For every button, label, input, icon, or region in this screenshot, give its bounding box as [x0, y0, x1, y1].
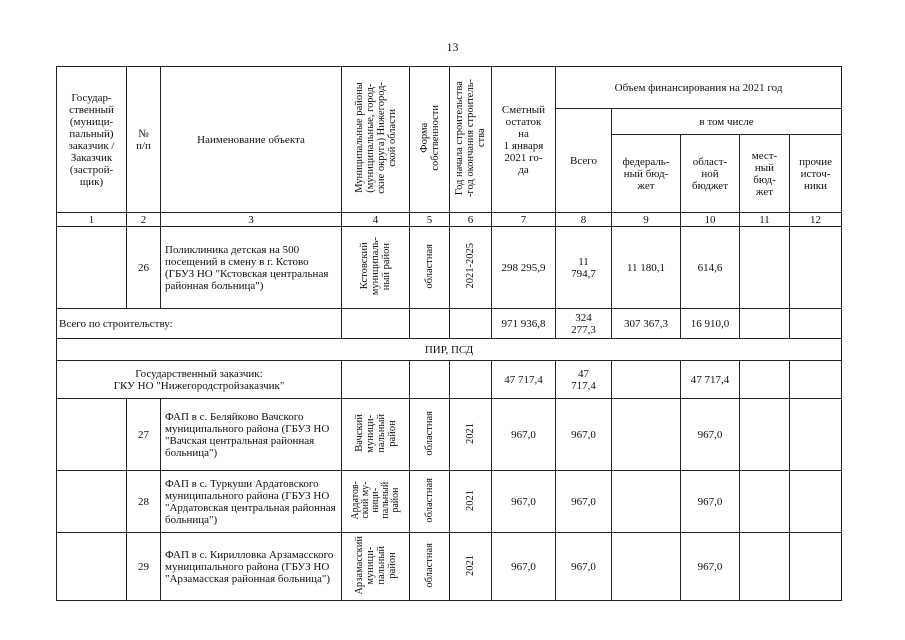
- customer-federal: [612, 361, 681, 399]
- header-total: Всего: [556, 109, 612, 213]
- header-local: [740, 135, 790, 213]
- col-num-12: 12: [790, 213, 842, 227]
- row26-customer: [57, 227, 127, 309]
- header-customer: [57, 67, 127, 213]
- col-num-8: 8: [556, 213, 612, 227]
- row29-years-text: 2021: [465, 554, 476, 576]
- row26-total: [556, 227, 612, 309]
- page-number: 13: [446, 40, 459, 54]
- row28-total: 967,0: [556, 471, 612, 533]
- header-federal: [612, 135, 681, 213]
- customer-label-text: Государственный заказчик: ГКУ НО "Нижегородстройзаказчик": [113, 367, 285, 392]
- customer-other: [790, 361, 842, 399]
- header-row-1: [57, 67, 842, 109]
- header-local-text: мест- ный бюд- жет: [751, 149, 778, 198]
- total-total: [556, 309, 612, 339]
- section-row: [57, 339, 842, 361]
- row27-federal: [612, 399, 681, 471]
- header-ownership-text: Форма собственности: [418, 105, 441, 171]
- total-local: [740, 309, 790, 339]
- header-other-text: прочие источ- ники: [799, 155, 832, 192]
- row29-customer: [57, 533, 127, 601]
- row29-district: [342, 533, 410, 601]
- row27-district-text: Вачский муници- пальный район: [353, 413, 398, 453]
- header-regional: [681, 135, 740, 213]
- row27-local: [740, 399, 790, 471]
- header-other: [790, 135, 842, 213]
- table-row-28: [57, 471, 842, 533]
- total-federal: 307 367,3: [612, 309, 681, 339]
- row26-years: [450, 227, 492, 309]
- row26-num: 26: [127, 227, 161, 309]
- table-row-29: [57, 533, 842, 601]
- header-years-text: Год начала строительства -год окончания строитель- ства: [454, 78, 487, 198]
- col-num-9: 9: [612, 213, 681, 227]
- customer-regional: 47 717,4: [681, 361, 740, 399]
- customer-local: [740, 361, 790, 399]
- customer-district: [342, 361, 410, 399]
- row29-other: [790, 533, 842, 601]
- table-row-26: [57, 227, 842, 309]
- row28-federal: [612, 471, 681, 533]
- row26-federal: 11 180,1: [612, 227, 681, 309]
- row26-name: Поликлиника детская на 500 посещений в смену в г. Кстово (ГБУЗ НО "Кстовская центральная районная больница"): [161, 227, 342, 309]
- row27-customer: [57, 399, 127, 471]
- total-label: Всего по строительству:: [57, 309, 342, 339]
- row29-district-text: Арзамасский муници- пальный район: [353, 535, 398, 595]
- row29-ownership: [410, 533, 450, 601]
- customer-total: [556, 361, 612, 399]
- col-num-7: 7: [492, 213, 556, 227]
- header-num-text: № п/п: [136, 127, 151, 152]
- row27-other: [790, 399, 842, 471]
- row29-federal: [612, 533, 681, 601]
- row28-customer: [57, 471, 127, 533]
- header-object-name: Наименование объекта: [161, 67, 342, 213]
- row27-name: ФАП в с. Беляйково Вачского муниципального района (ГБУЗ НО "Вачская центральная районная больница"): [161, 399, 342, 471]
- total-estimate: 971 936,8: [492, 309, 556, 339]
- row27-estimate: 967,0: [492, 399, 556, 471]
- row27-years: [450, 399, 492, 471]
- customer-total-text: 47 717,4: [571, 367, 596, 392]
- header-municipal-areas-text: Муниципальные районы (муниципальные, город- ские округа) Нижегород- ской области: [353, 82, 398, 194]
- row27-num: 27: [127, 399, 161, 471]
- row28-num: 28: [127, 471, 161, 533]
- header-estimate-text: Сметный остаток на 1 января 2021 го- да: [501, 103, 546, 176]
- row27-ownership-text: областная: [424, 410, 435, 456]
- header-years: [450, 67, 492, 213]
- row26-local: [740, 227, 790, 309]
- total-years: [450, 309, 492, 339]
- row28-district: [342, 471, 410, 533]
- row26-ownership: [410, 227, 450, 309]
- row26-total-text: 11 794,7: [571, 255, 596, 280]
- row26-ownership-text: областная: [424, 243, 435, 289]
- financing-table: [56, 66, 842, 601]
- customer-ownership: [410, 361, 450, 399]
- customer-estimate: 47 717,4: [492, 361, 556, 399]
- table-row-27: [57, 399, 842, 471]
- col-num-2: 2: [127, 213, 161, 227]
- row28-ownership-text: областная: [424, 477, 435, 523]
- header-funding: Объем финансирования на 2021 год: [556, 67, 842, 109]
- row28-ownership: [410, 471, 450, 533]
- total-other: [790, 309, 842, 339]
- row29-name: ФАП в с. Кирилловка Арзамасского муниципального района (ГБУЗ НО "Арзамасская районная больница"): [161, 533, 342, 601]
- total-total-text: 324 277,3: [571, 311, 596, 336]
- header-ownership: [410, 67, 450, 213]
- customer-row: [57, 361, 842, 399]
- total-ownership: [410, 309, 450, 339]
- customer-label: [57, 361, 342, 399]
- column-numbers-row: [57, 213, 842, 227]
- row27-total: 967,0: [556, 399, 612, 471]
- row29-regional: 967,0: [681, 533, 740, 601]
- row29-local: [740, 533, 790, 601]
- row26-other: [790, 227, 842, 309]
- row29-estimate: 967,0: [492, 533, 556, 601]
- row26-regional: 614,6: [681, 227, 740, 309]
- col-num-6: 6: [450, 213, 492, 227]
- total-regional: 16 910,0: [681, 309, 740, 339]
- row27-regional: 967,0: [681, 399, 740, 471]
- total-district: [342, 309, 410, 339]
- header-including: в том числе: [612, 109, 842, 135]
- row27-ownership: [410, 399, 450, 471]
- header-municipal-areas: [342, 67, 410, 213]
- row28-years-text: 2021: [465, 489, 476, 511]
- row28-name: ФАП в с. Туркуши Ардатовского муниципального района (ГБУЗ НО "Ардатовская центральная районная больница"): [161, 471, 342, 533]
- col-num-3: 3: [161, 213, 342, 227]
- row28-regional: 967,0: [681, 471, 740, 533]
- row28-years: [450, 471, 492, 533]
- customer-years: [450, 361, 492, 399]
- row28-other: [790, 471, 842, 533]
- header-regional-text: област- ной бюджет: [692, 155, 728, 192]
- row26-estimate: 298 295,9: [492, 227, 556, 309]
- row27-years-text: 2021: [465, 422, 476, 444]
- row26-district-text: Кстовский муниципаль- ный район: [359, 236, 392, 296]
- header-num: [127, 67, 161, 213]
- total-row: [57, 309, 842, 339]
- header-federal-text: федераль- ный бюд- жет: [622, 155, 670, 192]
- row27-district: [342, 399, 410, 471]
- row26-years-text: 2021-2025: [465, 243, 476, 289]
- col-num-4: 4: [342, 213, 410, 227]
- col-num-1: 1: [57, 213, 127, 227]
- row29-total: 967,0: [556, 533, 612, 601]
- row29-ownership-text: областная: [424, 542, 435, 588]
- row28-estimate: 967,0: [492, 471, 556, 533]
- row28-local: [740, 471, 790, 533]
- row29-years: [450, 533, 492, 601]
- col-num-10: 10: [681, 213, 740, 227]
- row28-district-text: Ардатов- ский му- ници- пальный район: [349, 480, 401, 520]
- header-estimate: [492, 67, 556, 213]
- row29-num: 29: [127, 533, 161, 601]
- row26-district: [342, 227, 410, 309]
- section-title: ПИР, ПСД: [57, 339, 842, 361]
- col-num-5: 5: [410, 213, 450, 227]
- header-customer-text: Государ- ственный (муници- пальный) заказчик / Заказчик (застрой- щик): [68, 91, 115, 188]
- col-num-11: 11: [740, 213, 790, 227]
